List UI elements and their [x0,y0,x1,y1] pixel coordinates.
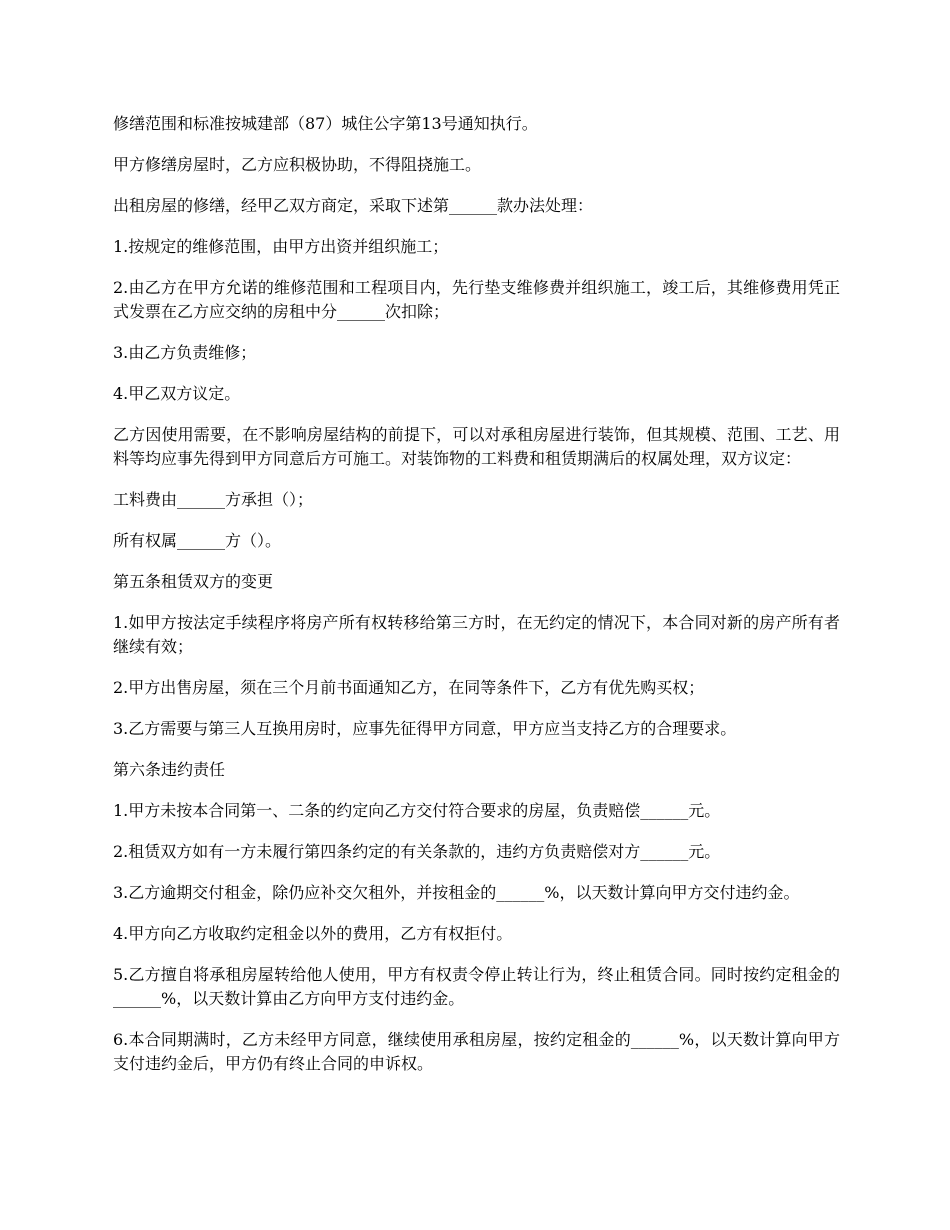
article-6-item-1: 1.甲方未按本合同第一、二条的约定向乙方交付符合要求的房屋，负责赔偿______元。 [113,801,721,820]
article-5-item-2: 2.甲方出售房屋，须在三个月前书面通知乙方，在同等条件下，乙方有优先购买权； [113,678,705,697]
article-6-item-3: 3.乙方逾期交付租金，除仍应补交欠租外，并按租金的______%，以天数计算向甲方交付违约金。 [113,883,800,902]
article-5-item-1: 1.如甲方按法定手续程序将房产所有权转移给第三方时，在无约定的情况下，本合同对新的房产所有者继续有效； [113,613,840,656]
repair-option-4: 4.甲乙双方议定。 [113,384,241,403]
repair-option-1: 1.按规定的维修范围，由甲方出资并组织施工； [113,237,449,256]
decoration-paragraph: 乙方因使用需要，在不影响房屋结构的前提下，可以对承租房屋进行装饰，但其规模、范围、工艺、用料等均应事先得到甲方同意后方可施工。对装饰物的工料费和租赁期满后的权属处理，双方议定： [113,425,840,468]
article-5-item-3: 3.乙方需要与第三人互换用房时，应事先征得甲方同意，甲方应当支持乙方的合理要求。 [113,719,737,738]
article-6-item-4: 4.甲方向乙方收取约定租金以外的费用，乙方有权拒付。 [113,924,513,943]
article-6-item-2: 2.租赁双方如有一方未履行第四条约定的有关条款的，违约方负责赔偿对方______元。 [113,842,721,861]
repair-scope-paragraph: 修缮范围和标准按城建部（87）城住公字第13号通知执行。 [113,114,538,133]
repair-option-3: 3.由乙方负责维修； [113,343,257,362]
repair-option-2: 2.由乙方在甲方允诺的维修范围和工程项目内，先行垫支维修费并组织施工，竣工后，其维修费用凭正式发票在乙方应交纳的房租中分______次扣除； [113,278,840,321]
article-5-heading: 第五条租赁双方的变更 [113,572,274,591]
article-6-item-5: 5.乙方擅自将承租房屋转给他人使用，甲方有权责令停止转让行为，终止租赁合同。同时按约定租金的______%，以天数计算由乙方向甲方支付违约金。 [113,965,840,1008]
repair-cooperation-paragraph: 甲方修缮房屋时，乙方应积极协助，不得阻挠施工。 [113,155,482,174]
ownership-clause: 所有权属______方（）。 [113,531,282,550]
article-6-item-6: 6.本合同期满时，乙方未经甲方同意，继续使用承租房屋，按约定租金的______%，以天数计算向甲方支付违约金后，甲方仍有终止合同的申诉权。 [113,1030,840,1073]
repair-method-paragraph: 出租房屋的修缮，经甲乙双方商定，采取下述第______款办法处理： [113,196,594,215]
document-body [113,112,840,1093]
material-cost-clause: 工料费由______方承担（）； [113,490,314,509]
article-6-heading: 第六条违约责任 [113,760,226,779]
